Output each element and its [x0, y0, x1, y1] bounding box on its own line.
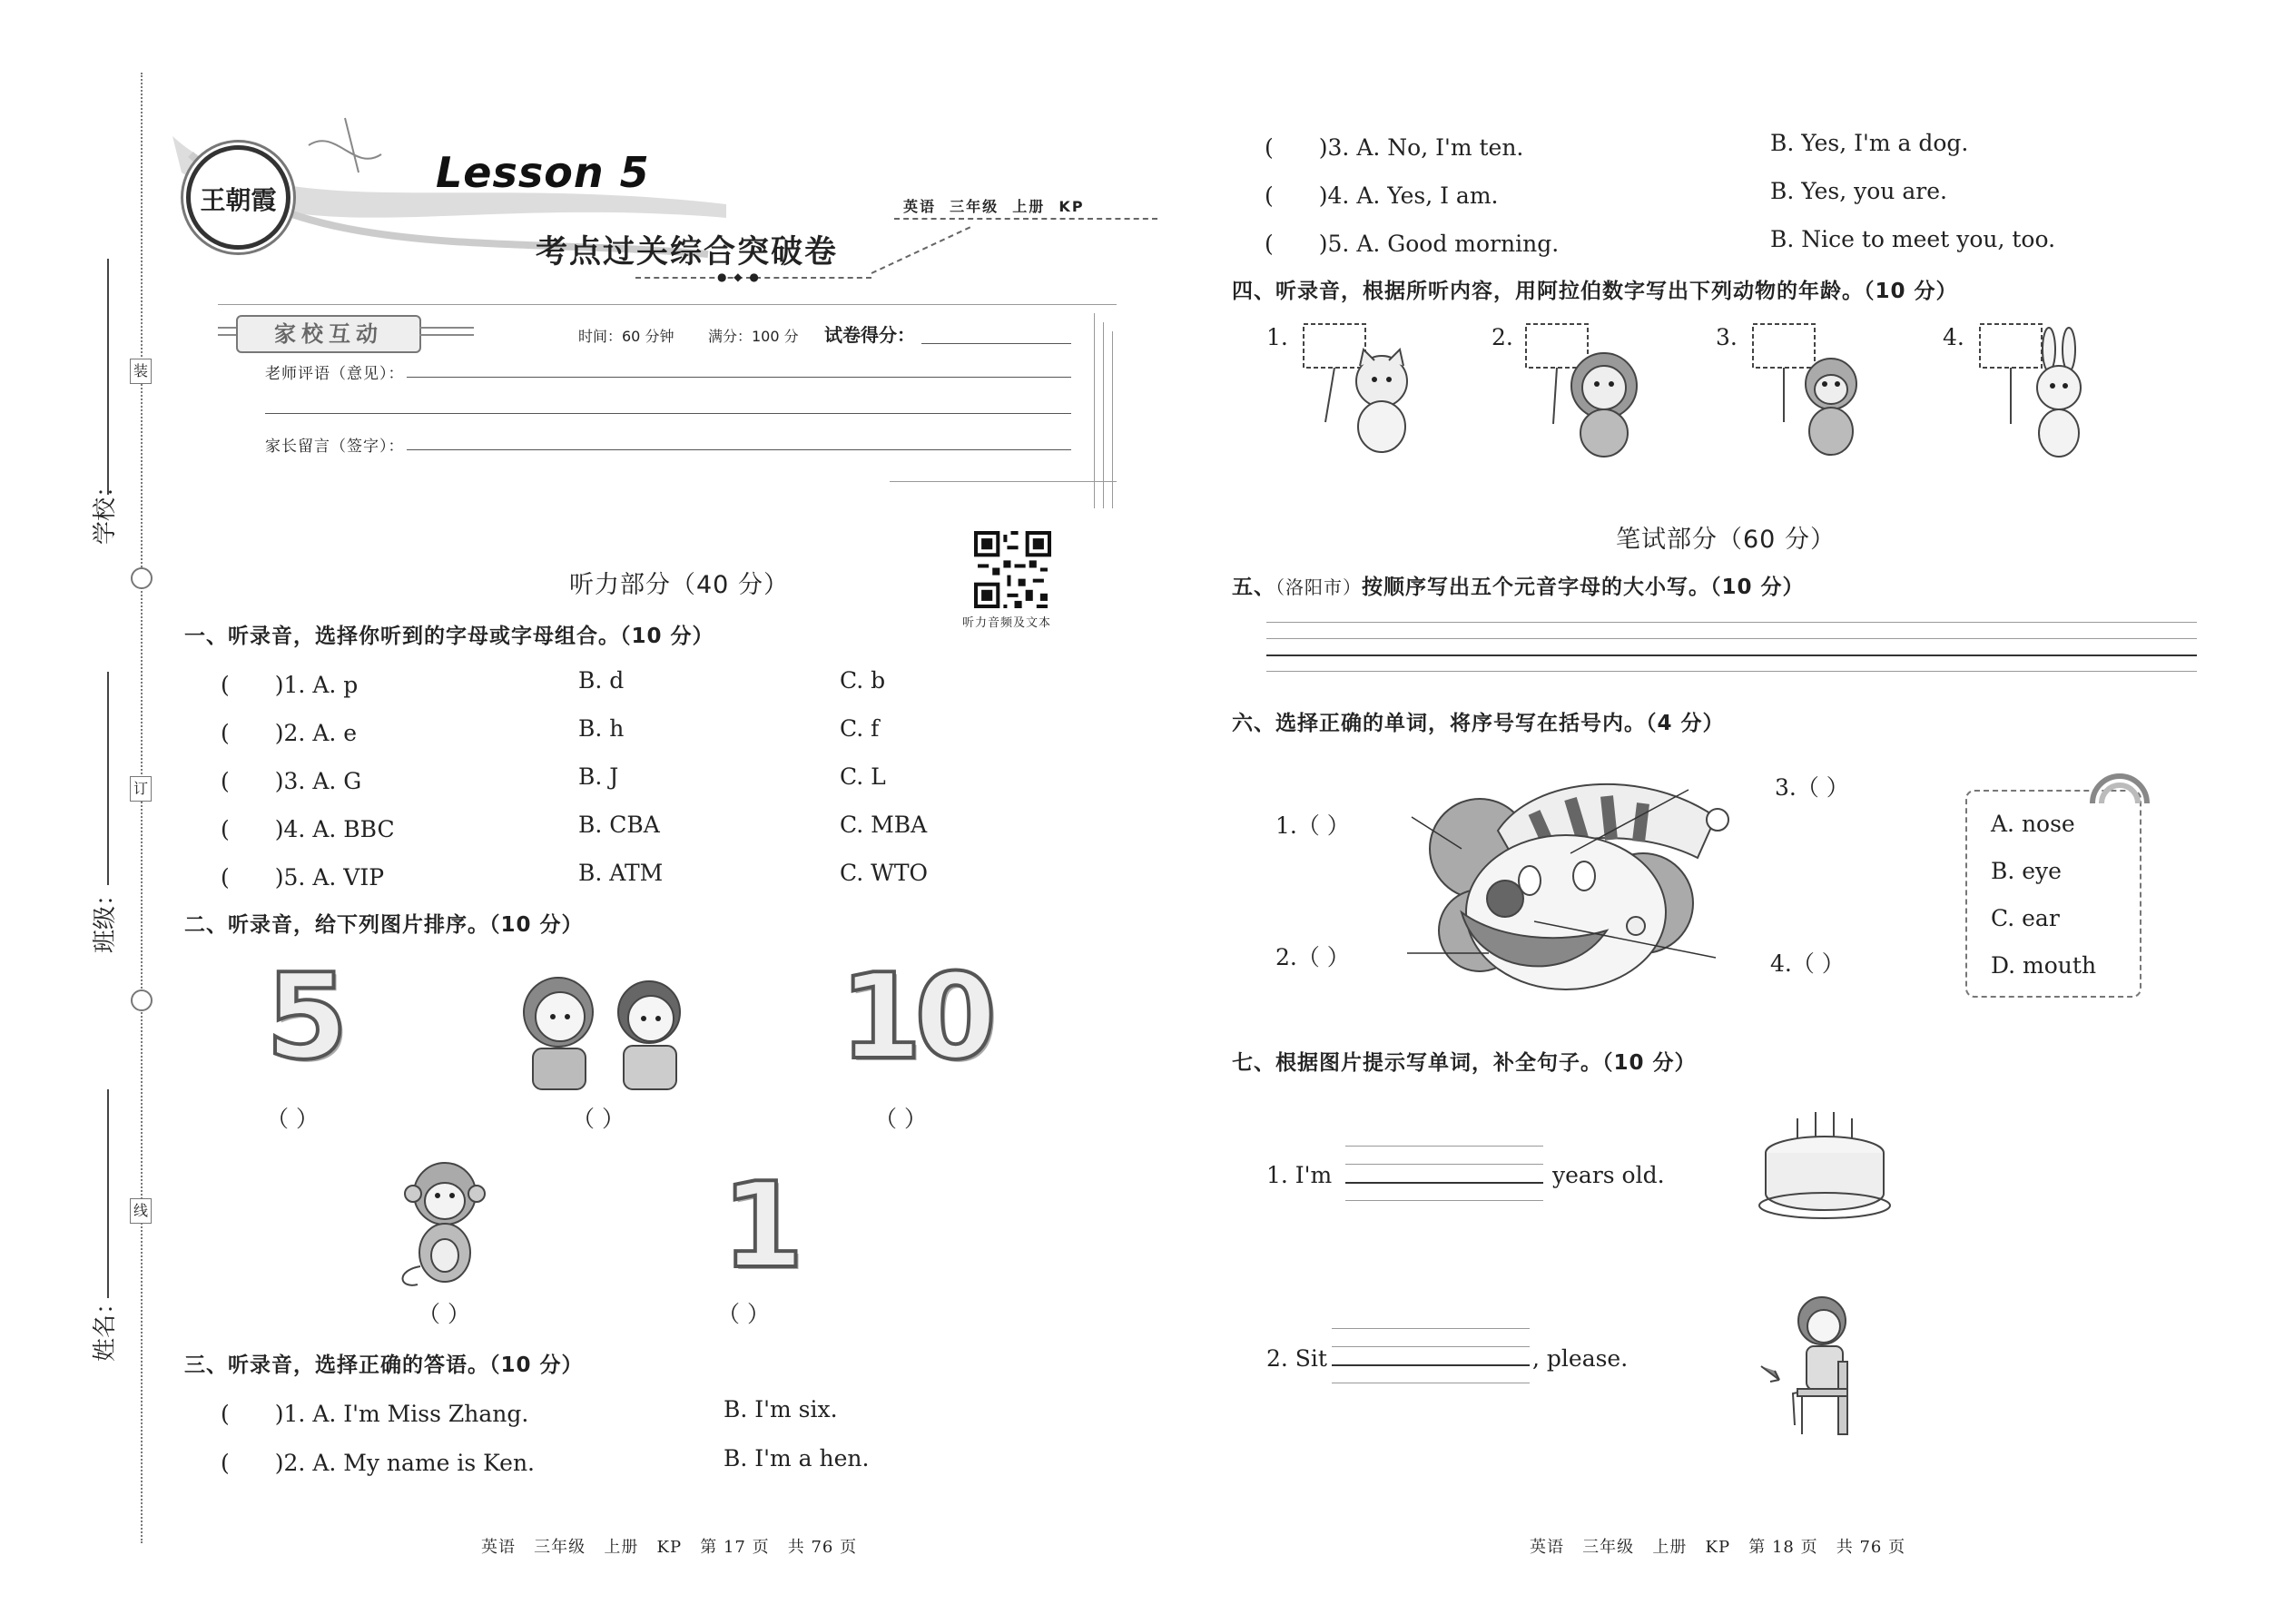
- homeschool-border-top: [218, 304, 1117, 305]
- score-label: 试卷得分：: [824, 324, 915, 346]
- section-6-title: 六、选择正确的单词，将序号写在括号内。（4 分）: [1232, 712, 1725, 735]
- s1-q3: ( )3. A. G: [221, 768, 362, 794]
- qr-code[interactable]: [974, 531, 1051, 608]
- s7-q1-line-1[interactable]: [1345, 1146, 1543, 1147]
- monkey-picture: [395, 1157, 495, 1289]
- answer-paren[interactable]: ( ): [1265, 134, 1328, 161]
- picture-number-10: 10: [840, 948, 989, 1086]
- answer-paren[interactable]: ( ): [1265, 231, 1328, 257]
- answer-paren[interactable]: ( ): [221, 1450, 284, 1476]
- clown-label-4[interactable]: 4.（ ）: [1770, 950, 1845, 977]
- s7-q1-line-2[interactable]: [1345, 1164, 1543, 1165]
- homeschool-badge: 家校互动: [236, 315, 421, 353]
- s3-q1-b: B. I'm six.: [724, 1396, 838, 1422]
- s7-q1-pre: 1. I'm: [1266, 1162, 1333, 1188]
- badge-line-left: [218, 327, 236, 329]
- full-score-info: 满分：100 分: [708, 328, 799, 345]
- s1-q2-c: C. f: [840, 715, 880, 742]
- girl-boy-picture: [513, 971, 704, 1089]
- lion-with-sign: [1521, 322, 1648, 458]
- binding-circle-1: [131, 567, 153, 589]
- parent-comment-label: 家长留言（签字）：: [265, 438, 405, 456]
- s3-q3-b: B. Yes, I'm a dog.: [1770, 130, 1969, 156]
- s7-q2-line-3[interactable]: [1332, 1364, 1530, 1366]
- s1-q1-c: C. b: [840, 667, 886, 694]
- clown-label-3[interactable]: 3.（ ）: [1775, 774, 1849, 801]
- writing-line-2[interactable]: [1266, 638, 2197, 639]
- s1-q2-b: B. h: [578, 715, 625, 742]
- monkey-with-sign: [1748, 322, 1875, 458]
- option-d: D. mouth: [1991, 952, 2097, 979]
- subject-tag: 英语 三年级 上册 KP: [903, 198, 1085, 215]
- picture-number-5: 5: [266, 948, 349, 1086]
- s3-q2-b: B. I'm a hen.: [724, 1445, 870, 1471]
- writing-line-1[interactable]: [1266, 622, 2197, 623]
- s2-paren-1[interactable]: （ ）: [266, 1106, 319, 1132]
- logo-text: 王朝霞: [200, 185, 277, 215]
- s7-q2-line-1[interactable]: [1332, 1328, 1530, 1329]
- s1-q3-b: B. J: [578, 763, 619, 790]
- s4-label-2: 2.: [1492, 324, 1513, 350]
- s2-paren-3[interactable]: （ ）: [874, 1106, 927, 1132]
- clown-label-1[interactable]: 1.（ ）: [1275, 812, 1350, 839]
- answer-paren[interactable]: ( ): [221, 1401, 284, 1427]
- s1-q5-b: B. ATM: [578, 860, 664, 886]
- homeschool-border-right-1: [1094, 313, 1095, 508]
- s7-q2-line-2[interactable]: [1332, 1346, 1530, 1347]
- teacher-comment-line-1: [407, 377, 1071, 378]
- s7-q1-line-4[interactable]: [1345, 1200, 1543, 1201]
- birthday-cake-picture: [1757, 1107, 1893, 1216]
- class-label: 班级：: [92, 881, 119, 953]
- listening-title: 听力部分（40 分）: [569, 571, 789, 599]
- answer-paren[interactable]: ( ): [221, 816, 284, 842]
- s7-q1-line-3[interactable]: [1345, 1182, 1543, 1184]
- option-c: C. ear: [1991, 905, 2060, 931]
- s3-q3: ( )3. A. No, I'm ten.: [1265, 134, 1524, 161]
- lesson-title: Lesson 5: [436, 148, 650, 197]
- dash-line-2: [871, 226, 971, 274]
- s3-q4-b: B. Yes, you are.: [1770, 178, 1947, 204]
- s1-q4-c: C. MBA: [840, 812, 928, 838]
- teacher-comment-line-2: [265, 413, 1071, 414]
- writing-line-4[interactable]: [1266, 671, 2197, 672]
- binding-circle-2: [131, 989, 153, 1011]
- s7-q2-pre: 2. Sit: [1266, 1345, 1327, 1372]
- name-line: [107, 1089, 109, 1298]
- s4-label-3: 3.: [1716, 324, 1738, 350]
- s4-label-4: 4.: [1943, 324, 1964, 350]
- binding-mark-2: 订: [130, 776, 152, 802]
- badge-line-right: [419, 327, 474, 329]
- s1-q3-c: C. L: [840, 763, 886, 790]
- answer-paren[interactable]: ( ): [221, 768, 284, 794]
- rabbit-with-sign: [1974, 322, 2102, 458]
- logo-seal: [186, 145, 290, 250]
- paper-subtitle: 考点过关综合突破卷: [536, 234, 839, 271]
- writing-line-3[interactable]: [1266, 655, 2197, 656]
- binding-dotted-line: [141, 73, 143, 1543]
- footer-right: 英语 三年级 上册 KP 第 18 页 共 76 页: [1530, 1538, 1906, 1557]
- qr-caption: 听力音频及文本: [962, 616, 1052, 630]
- cat-with-sign: [1298, 322, 1425, 454]
- s4-label-1: 1.: [1266, 324, 1288, 350]
- s3-q4: ( )4. A. Yes, I am.: [1265, 182, 1499, 209]
- binding-mark-3: 线: [130, 1198, 152, 1224]
- s3-q1: ( )1. A. I'm Miss Zhang.: [221, 1401, 529, 1427]
- answer-paren[interactable]: ( ): [221, 864, 284, 891]
- parent-comment-line: [407, 449, 1071, 450]
- answer-paren[interactable]: ( ): [1265, 182, 1328, 209]
- section-3-title: 三、听录音，选择正确的答语。（10 分）: [184, 1353, 584, 1377]
- dash-line-1: [894, 218, 1157, 220]
- name-label: 姓名：: [92, 1290, 119, 1362]
- time-info: 时间：60 分钟: [578, 328, 674, 345]
- class-line: [107, 672, 109, 885]
- teacher-comment-label: 老师评语（意见）：: [265, 365, 405, 383]
- section-4-title: 四、听录音，根据所听内容，用阿拉伯数字写出下列动物的年龄。（10 分）: [1232, 280, 1958, 303]
- section-2-title: 二、听录音，给下列图片排序。（10 分）: [184, 913, 584, 937]
- section-7-title: 七、根据图片提示写单词，补全句子。（10 分）: [1232, 1051, 1697, 1075]
- option-b: B. eye: [1991, 858, 2062, 884]
- writing-title: 笔试部分（60 分）: [1616, 526, 1836, 554]
- girl-sitting-picture: [1757, 1294, 1875, 1443]
- answer-paren[interactable]: ( ): [221, 672, 284, 698]
- s1-q1: ( )1. A. p: [221, 672, 359, 698]
- option-a: A. nose: [1991, 811, 2075, 837]
- s2-paren-5[interactable]: （ ）: [717, 1301, 770, 1327]
- s1-q5: ( )5. A. VIP: [221, 864, 385, 891]
- footer-left: 英语 三年级 上册 KP 第 17 页 共 76 页: [481, 1538, 858, 1557]
- score-line: [921, 343, 1071, 344]
- homeschool-border-bottom: [890, 481, 1117, 482]
- clown-face-picture: [1425, 776, 1734, 994]
- answer-paren[interactable]: ( ): [221, 720, 284, 746]
- rainbow-deco: [2088, 767, 2151, 808]
- binding-mark-1: 装: [130, 359, 152, 384]
- section-5-title: 五、（洛阳市）按顺序写出五个元音字母的大小写。（10 分）: [1232, 576, 1805, 599]
- s7-q1-post: years old.: [1552, 1162, 1665, 1188]
- s7-q2-post: , please.: [1532, 1345, 1629, 1372]
- school-line: [107, 259, 109, 495]
- section-1-title: 一、听录音，选择你听到的字母或字母组合。（10 分）: [184, 625, 714, 648]
- s2-paren-4[interactable]: （ ）: [418, 1301, 470, 1327]
- s3-q2: ( )2. A. My name is Ken.: [221, 1450, 536, 1476]
- region-tag: （洛阳市）: [1275, 576, 1362, 598]
- s1-q5-c: C. WTO: [840, 860, 928, 886]
- s1-q2: ( )2. A. e: [221, 720, 358, 746]
- clown-label-2[interactable]: 2.（ ）: [1275, 944, 1350, 970]
- s3-q5: ( )5. A. Good morning.: [1265, 231, 1560, 257]
- picture-number-1: 1: [722, 1156, 804, 1294]
- s1-q4-b: B. CBA: [578, 812, 660, 838]
- school-label: 学校：: [92, 473, 119, 545]
- s2-paren-2[interactable]: （ ）: [572, 1106, 625, 1132]
- dots-deco: ● ◆ ●: [717, 271, 761, 283]
- s3-q5-b: B. Nice to meet you, too.: [1770, 226, 2056, 252]
- s1-q1-b: B. d: [578, 667, 625, 694]
- s1-q4: ( )4. A. BBC: [221, 816, 395, 842]
